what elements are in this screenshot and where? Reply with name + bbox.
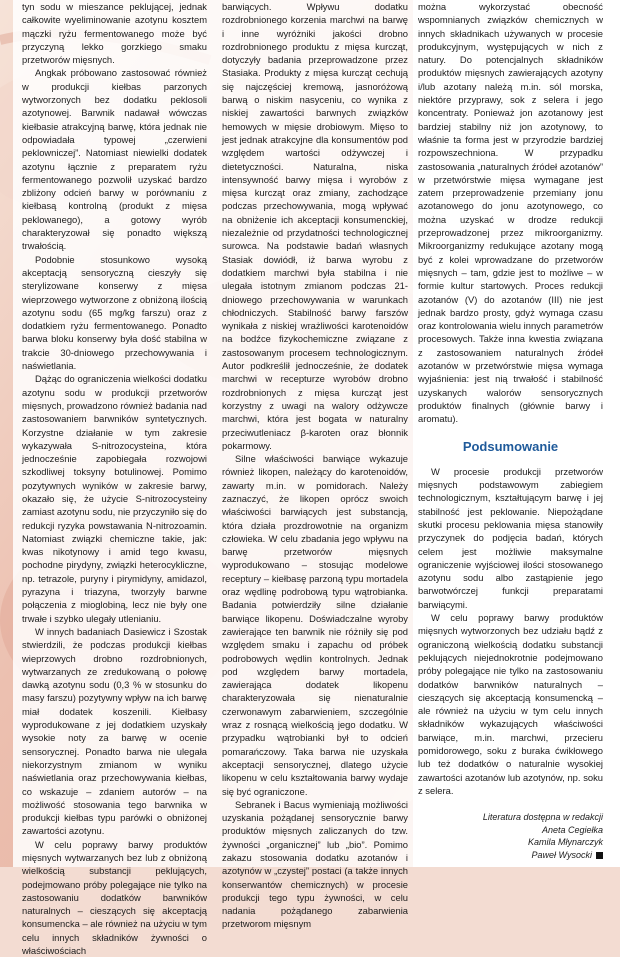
paragraph: tyn sodu w mieszance peklującej, jednak całkowite wyeliminowanie azotynu kosztem mączki ryżu fermentowanego może być przyczyną lekko gorzkiego smaku przetworów mięsnych. [22,1,207,66]
paragraph: W innych badaniach Dasiewicz i Szostak stwierdzili, że podczas produkcji kiełbas wieprzowych drobno rozdrobnionych, wytwarzanych ze zredukowaną o połowę dawką azotynu sodu (0,3 % w stosunku do masy farszu) pozytywny wpływ na ich barwę miał dodatek koszenili. Kiełbasy wyprodukowane z jej dodatkiem uzyskały wysokie noty za barwę w ocenie sensorycznej. Ponadto barwa nie ulegała niekorzystnym zmianom w wyniku naświetlania oraz przechowywania kiełbas, co wskazuje – zdaniem autorów – na możliwość stosowania tego barwnika w produkcji kiełbas typu parówki o obniżonej zawartości azotynu. [22,625,207,837]
references-note: Literatura dostępna w redakcji [482,812,603,823]
paragraph: W celu poprawy barwy produktów mięsnych wytwarzanych bez lub z obniżoną wielkością substancji peklujących, podejmowano próby polegające nie tylko na zastosowaniu dodatków barwników naturalnych – cieszących się akceptacją konsumencka – ale również na użyciu w tym celu innych składników żywności o właściwościach [22,838,207,957]
paragraph: W celu poprawy barwy produktów mięsnych wytworzonych bez udziału bądź z ograniczoną wielkością dodatku substancji peklujących niejednokrotnie podejmowano próby polegające nie tylko na zastosowaniu dodatków barwników naturalnych – cieszących się akceptacją konsumencką – ale również na użyciu w tym celu innych składników wykazujących właściwości barwiące, m.in. marchwi, przecieru pomidorowego, soku z buraka ćwikłowego lub też dodatków o naturalnie wysokiej zawartości azotanów lub azotynów, np. soku z selera. [418,612,603,796]
author-name: Aneta Cegiełka [541,824,603,835]
text-column-2 [222,0,408,931]
paragraph: Podobnie stosunkowo wysoką akceptacją sensoryczną cieszyły się sterylizowane konserwy z mięsa wieprzowego wytworzone z obniżoną ilością azotynu sodu (65 mg/kg farszu) oraz z dodatkiem ryżu fermentowanego. Ponadto barwa bloku konserwy była dość stabilna w trakcie 30-dniowego przechowywania i naświetlania. [22,253,207,372]
paragraph: Sebranek i Bacus wymieniają możliwości uzyskania pożądanej sensorycznie barwy produktów mięsnych zaliczanych do tzw. żywności „organicznej” lub „bio”. Pomimo zakazu stosowania dodatku azotanów i azotynów w „czystej” postaci (a także innych konserwantów chemicznych) w procesie produkcji tego typu żywności, w celu nadania pożądanego zabarwienia przetworom mięsnym [222,798,408,930]
paragraph: Dążąc do ograniczenia wielkości dodatku azotynu sodu w produkcji przetworów mięsnych, prowadzono również badania nad zastosowaniem barwników syntetycznych. Korzystne działanie w tym zakresie wykazywała S-nitrozocysteina, która jednocześnie zapobiegała rozwojowi szkodliwej toksyny botulinowej. Pomimo pozytywnych wyników w zakresie barwy, okazało się, że użycie S-nitrozocysteiny zamiast azotynu sodu, nie przyczyniło się do redukcji ryzyka powstawania N-nitrozoamin. Natomiast związki chemiczne takie, jak: kwas nikotynowy i amid tego kwasu, pochodne pirydyny, związki heterocykliczne, np. tetrazole, puryny i pirymidyny, amidazol, pyrazyna i triazyna, tworzyły barwne połączenia z mioglobiną, lecz nie były one trwałe i szybko ulegały utlenianiu. [22,373,208,624]
paragraph: barwiących. Wpływu dodatku rozdrobnionego korzenia marchwi na barwę i inne wyróżniki jakości drobno rozdrobnionego produktu z mięsa kurcząt, dotyczyły badania przeprowadzone przez Stasiaka. Produkty z mięsa kurcząt cechują się najczęściej kremową, jasnoróżową barwą o niskim nasyceniu, co wynika z niskiej zawartości barwnych związków hemowych w mięsie drobiowym. Mięso to jest jednak atrakcyjne dla konsumentów pod względem wartości odżywczej i dietetyczności. Naturalna, niska intensywność barwy mięsa i wyrobów z mięsa kurcząt oraz zmiany, zachodzące podczas przechowywania, mogą wpływać na obniżenie ich akceptacji konsumenckiej, niezależnie od przydatności technologicznej surowca. Na podstawie badań własnych Stasiak dowiódł, iż barwa wyrobu z dodatkiem marchwi była stabilna i nie ulegała istotnym zmianom podczas 21-dniowego przechowywania w warunkach chłodniczych. Stabilność barwy farszów wynikała z niskiej wrażliwości karotenoidów na bodźce fizykochemiczne związane z zastosowanym procesem technologicznym. Autor podkreślił jednocześnie, że dodatek marchwi w recepturze wyrobów drobno rozdrobnionych z mięsa kurcząt jest korzystny z uwagi na walory odżywcze marchwi, która jest bogata w naturalny przeciwutleniacz β-karoten oraz błonnik pokarmowy. [222,1,408,451]
section-heading-summary: Podsumowanie [462,438,559,454]
text-column-1 [22,0,207,957]
author-name: Paweł Wysocki [531,849,592,860]
paragraph: można wykorzystać obecność wspomnianych związków chemicznych w innych składnikach używanych w procesie produkcyjnym, występujących w nich z natury. Do potencjalnych składników produktów mięsnych zawierających azotyny i/lub azotany należą m.in. sól morska, niektóre przyprawy, sok z selera i jego koncentraty. Ponieważ jon azotanowy jest bardziej stabilny niż jon azotynowy, to właśnie ta forma jest w przyrodzie bardziej rozpowszechniona. W przypadku zastosowania „naturalnych źródeł azotanów” w przetwórstwie mięsa wymagane jest zatem przeprowadzenie przemiany jonu azotanowego do jonu azotynowego, co można uzyskać w drodze redukcji przeprowadzonej przez mikroorganizmy. Mikroorganizmy redukujące azotany mogą być z kolei wprowadzane do przetworów mięsnych – tam, gdzie jest to możliwe – w formie kultur startowych. Proces redukcji azotanów (V) do azotanów (III) nie jest jednak bardzo prosty, gdyż wymaga czasu oraz kontrolowania wielu innych parametrów procesowych. Także inna kwestia związana z zastosowaniem naturalnych źródeł azotanów w przetwórstwie mięsa wymaga wyjaśnienia: jest nią trwałość i stabilność uzyskanych walorów sensorycznych produktów finalnych (głównie barwy i aromatu). [418,1,603,425]
paragraph: Angkak próbowano zastosować również w produkcji kiełbas parzonych wytworzonych bez dodatku peklosoli azotynowej. Barwnik nadawał wówczas kiełbasie atrakcyjną barwę, która jednak nie odpowiadała typowej „czerwieni peklowniczej”. Natomiast niewielki dodatek azotynu łącznie z preparatem ryżu fermentowanego pozwolił uzyskać bardzo zbliżony odcień barwy w porównaniu z kiełbasą kontrolną (produkt z mięsa peklowanego), a gotowy wyrób charakteryzował się ponadto większą trwałością. [22,67,207,252]
end-of-article-mark [596,852,603,859]
author-name-last [418,849,603,862]
paragraph: Silne właściwości barwiące wykazuje również likopen, należący do karotenoidów, zawarty m.in. w pomidorach. Należy zaznaczyć, że likopen oprócz swoich właściwości barwiących jest substancją, która działa prozdrowotnie na organizm człowieka. W celu zbadania jego wpływu na barwę przetworów mięsnych wyprodukowano – stosując modelowe receptury – kiełbasę parzoną typu mortadela oraz wędlinę podrobową typu wątrobianka. Badania potwierdziły silne działanie barwiące likopenu. Doświadczalne wyroby zawierające ten barwnik nie różniły się pod względem smaku i zapachu od próbek podrobowych wędlin kontrolnych. Jednak pod względem barwy mortadela, zawierająca dodatek likopenu charakteryzowała się nienaturalnie czerwonawym zabarwieniem, szczególnie wraz z rosnącą wielkością jego dodatku. W przypadku wątrobianki był to odcień pomarańczowy. Taka barwa nie uzyskała akceptacji sensorycznej, dlatego użycie likopenu w celu kształtowania barwy wydaje się być ograniczone. [222,453,408,797]
text-column-3 [418,0,603,861]
article-credits [418,811,603,861]
author-name: Kamila Młynarczyk [527,837,603,848]
paragraph: W procesie produkcji przetworów mięsnych podstawowym zabiegiem technologicznym, kształtującym barwę i jej stabilność jest peklowanie. Niepożądane skutki procesu peklowania mięsa stanowiły przyczynek do podjęcia badań, których celem jest możliwie maksymalne ograniczenie wyjściowej ilości stosowanego azotynu sodu albo zastąpienie jego barwotwórczej funkcji preparatami barwiącymi. [418,465,603,610]
